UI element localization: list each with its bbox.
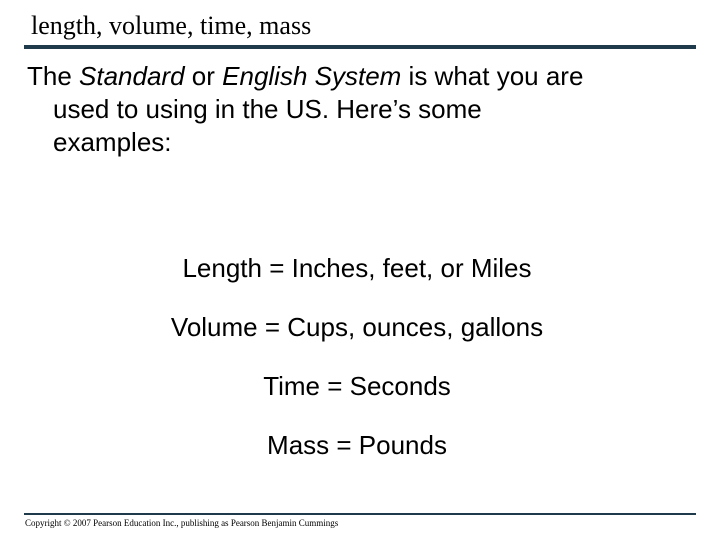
intro-line-1-mid: or: [184, 61, 223, 91]
term-english-system: English System: [222, 61, 402, 91]
example-mass: Mass = Pounds: [267, 430, 447, 460]
intro-line-3: examples:: [53, 127, 172, 157]
intro-line-1-suffix: is what you are: [401, 61, 584, 91]
intro-line-2: used to using in the US. Here’s some: [53, 94, 482, 124]
copyright-notice: Copyright © 2007 Pearson Education Inc., publishing as Pearson Benjamin Cummings: [25, 518, 339, 528]
intro-paragraph: [27, 60, 687, 159]
intro-line-1: [27, 60, 687, 93]
term-standard: Standard: [79, 61, 185, 91]
example-time: Time = Seconds: [263, 371, 451, 401]
example-length: Length = Inches, feet, or Miles: [182, 253, 532, 283]
intro-line-1-prefix: The: [27, 61, 80, 91]
footer-divider: [24, 513, 696, 515]
example-volume: Volume = Cups, ounces, gallons: [170, 312, 544, 342]
title-divider: [24, 45, 696, 49]
slide-title: length, volume, time, mass: [31, 11, 312, 40]
